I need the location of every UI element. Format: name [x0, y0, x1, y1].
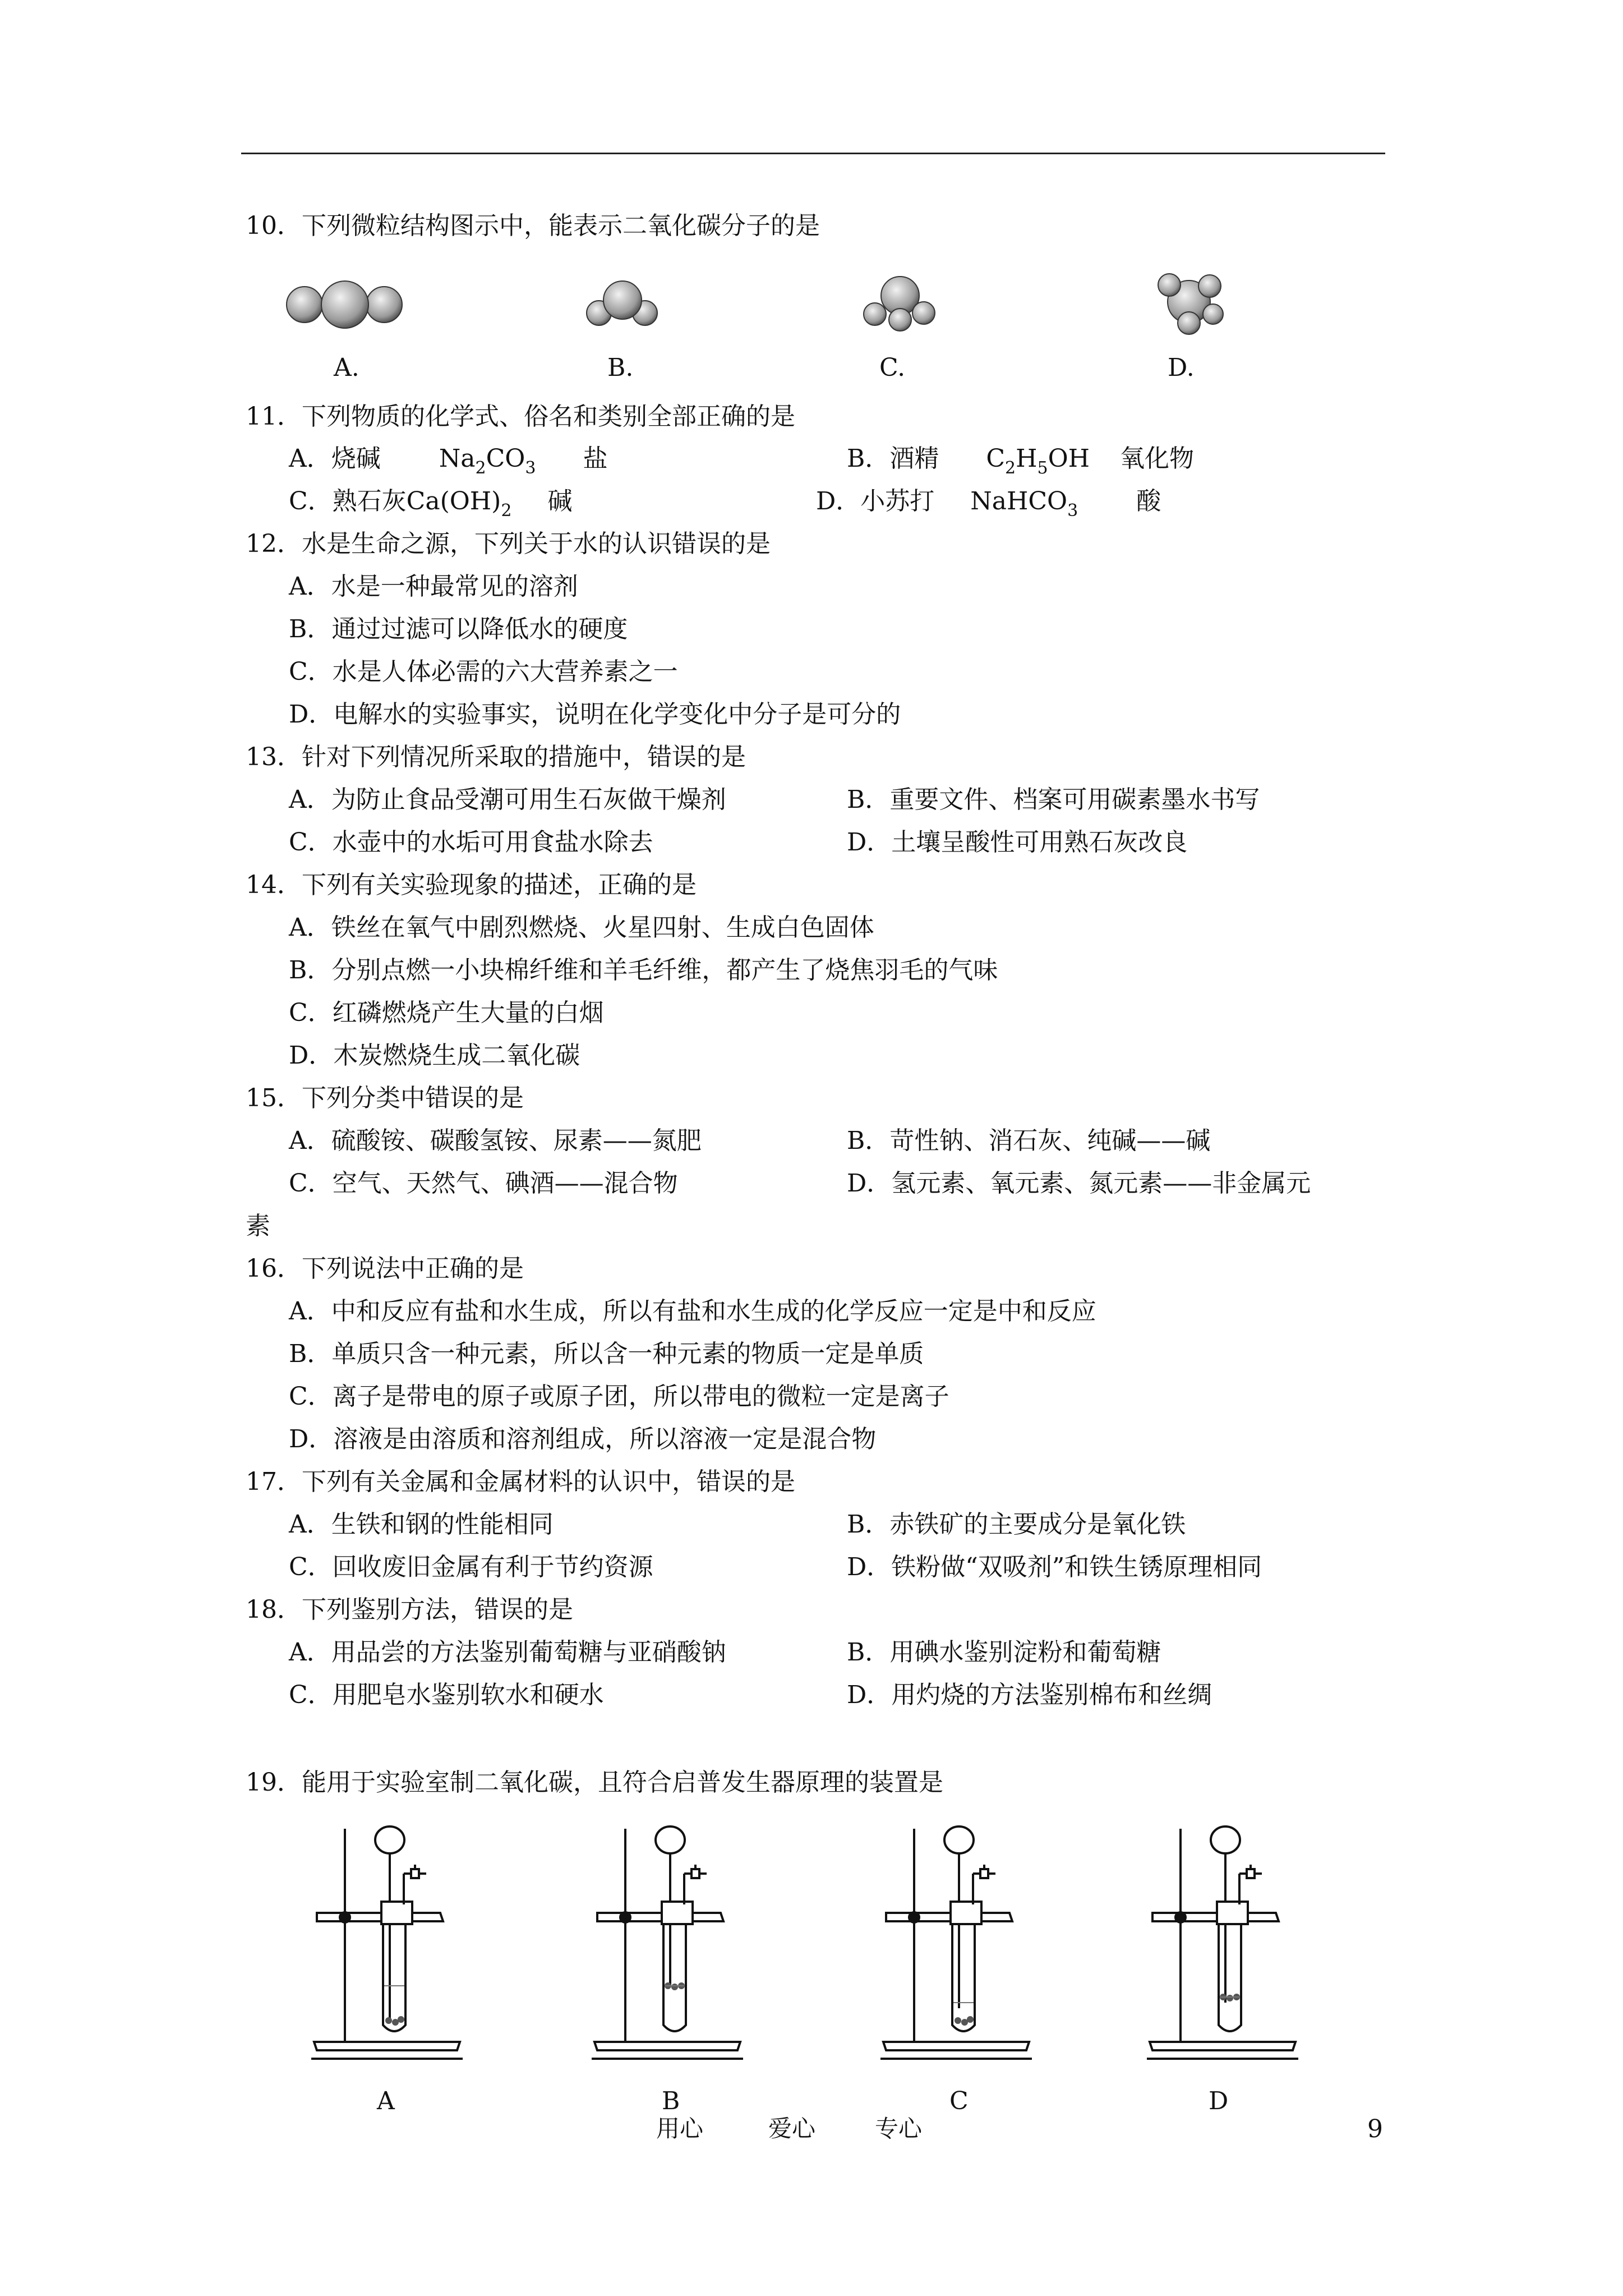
q16-option-c: C．离子是带电的原子或原子团，所以带电的微粒一定是离子: [289, 1382, 949, 1411]
apparatus-a-icon: [306, 1818, 474, 2064]
q10-label-c: C.: [879, 353, 906, 382]
q13-option-d: D．土壤呈酸性可用熟石灰改良: [847, 828, 1188, 857]
molecule-d-icon: [1147, 268, 1231, 335]
q15-option-a: A．硫酸铵、碳酸氢铵、尿素——氮肥: [289, 1126, 702, 1155]
q19-stem: 19．能用于实验室制二氧化碳，且符合启普发生器原理的装置是: [246, 1768, 943, 1797]
q13-stem: 13．针对下列情况所采取的措施中，错误的是: [246, 743, 746, 771]
molecule-a-icon: [283, 279, 407, 330]
q19-label-b: B: [662, 2087, 680, 2115]
q12-option-a: A．水是一种最常见的溶剂: [289, 572, 578, 601]
q14-option-c: C．红磷燃烧产生大量的白烟: [289, 999, 604, 1027]
q17-option-c: C．回收废旧金属有利于节约资源: [289, 1553, 653, 1581]
q11-option-c: C．熟石灰$Ca(OH)_2$ 碱: [289, 487, 573, 521]
q16-option-d: D．溶液是由溶质和溶剂组成，所以溶液一定是混合物: [289, 1425, 877, 1453]
footer-motto-3: 专心: [875, 2115, 923, 2142]
q10-label-b: B.: [607, 353, 634, 382]
apparatus-c-icon: [875, 1818, 1043, 2064]
footer-motto-1: 用心: [656, 2115, 704, 2142]
q19-label-c: C: [949, 2087, 969, 2115]
q12-option-c: C．水是人体必需的六大营养素之一: [289, 657, 678, 686]
q18-option-d: D．用灼烧的方法鉴别棉布和丝绸: [847, 1681, 1212, 1709]
q17-option-d: D．铁粉做“双吸剂”和铁生锈原理相同: [847, 1553, 1262, 1581]
q10-label-a: A.: [334, 353, 359, 382]
q11-option-d: D．小苏打 NaHCO$_3$ 酸: [816, 487, 1161, 521]
q17-option-b: B．赤铁矿的主要成分是氧化铁: [847, 1510, 1186, 1539]
q12-option-b: B．通过过滤可以降低水的硬度: [289, 615, 628, 643]
apparatus-b-icon: [586, 1818, 754, 2064]
header-rule: [241, 153, 1385, 154]
q12-option-d: D．电解水的实验事实，说明在化学变化中分子是可分的: [289, 700, 901, 729]
q14-option-d: D．木炭燃烧生成二氧化碳: [289, 1041, 580, 1070]
q13-option-a: A．为防止食品受潮可用生石灰做干燥剂: [289, 785, 726, 814]
q15-option-d-wrap: 素: [246, 1212, 270, 1240]
q15-option-b: B．苛性钠、消石灰、纯碱——碱: [847, 1126, 1211, 1155]
q14-option-a: A．铁丝在氧气中剧烈燃烧、火星四射、生成白色固体: [289, 913, 874, 942]
q14-option-b: B．分别点燃一小块棉纤维和羊毛纤维，都产生了烧焦羽毛的气味: [289, 956, 998, 984]
q18-option-a: A．用品尝的方法鉴别葡萄糖与亚硝酸钠: [289, 1638, 726, 1667]
q13-option-b: B．重要文件、档案可用碳素墨水书写: [847, 785, 1260, 814]
q19-label-d: D: [1209, 2087, 1229, 2115]
q19-label-a: A: [377, 2087, 395, 2115]
q16-stem: 16．下列说法中正确的是: [246, 1254, 524, 1283]
q13-option-c: C．水壶中的水垢可用食盐水除去: [289, 828, 653, 857]
q11-stem: 11．下列物质的化学式、俗名和类别全部正确的是: [246, 402, 795, 431]
q10-label-d: D.: [1168, 353, 1195, 382]
q18-stem: 18．下列鉴别方法，错误的是: [246, 1595, 573, 1624]
q15-option-c: C．空气、天然气、碘酒——混合物: [289, 1169, 678, 1198]
q12-stem: 12．水是生命之源，下列关于水的认识错误的是: [246, 530, 771, 558]
q15-stem: 15．下列分类中错误的是: [246, 1084, 524, 1112]
molecule-b-icon: [583, 275, 662, 331]
q14-stem: 14．下列有关实验现象的描述，正确的是: [246, 871, 697, 899]
q10-stem: 10．下列微粒结构图示中，能表示二氧化碳分子的是: [246, 211, 820, 240]
page-number: 9: [1367, 2115, 1383, 2143]
q18-option-c: C．用肥皂水鉴别软水和硬水: [289, 1681, 604, 1709]
footer-motto-2: 爱心: [768, 2115, 816, 2142]
apparatus-d-icon: [1141, 1818, 1310, 2064]
q17-option-a: A．生铁和钢的性能相同: [289, 1510, 554, 1539]
q18-option-b: B．用碘水鉴别淀粉和葡萄糖: [847, 1638, 1161, 1667]
q15-option-d: D．氢元素、氧元素、氮元素——非金属元: [847, 1169, 1311, 1198]
q11-option-b: B．酒精 $C_2H_5OH$ 氧化物: [847, 444, 1195, 478]
q17-stem: 17．下列有关金属和金属材料的认识中，错误的是: [246, 1467, 795, 1496]
q16-option-b: B．单质只含一种元素，所以含一种元素的物质一定是单质: [289, 1340, 924, 1368]
q11-option-a: A．烧碱 $Na_2CO_3$ 盐: [289, 444, 608, 478]
q16-option-a: A．中和反应有盐和水生成，所以有盐和水生成的化学反应一定是中和反应: [289, 1297, 1096, 1326]
molecule-c-icon: [861, 270, 939, 332]
